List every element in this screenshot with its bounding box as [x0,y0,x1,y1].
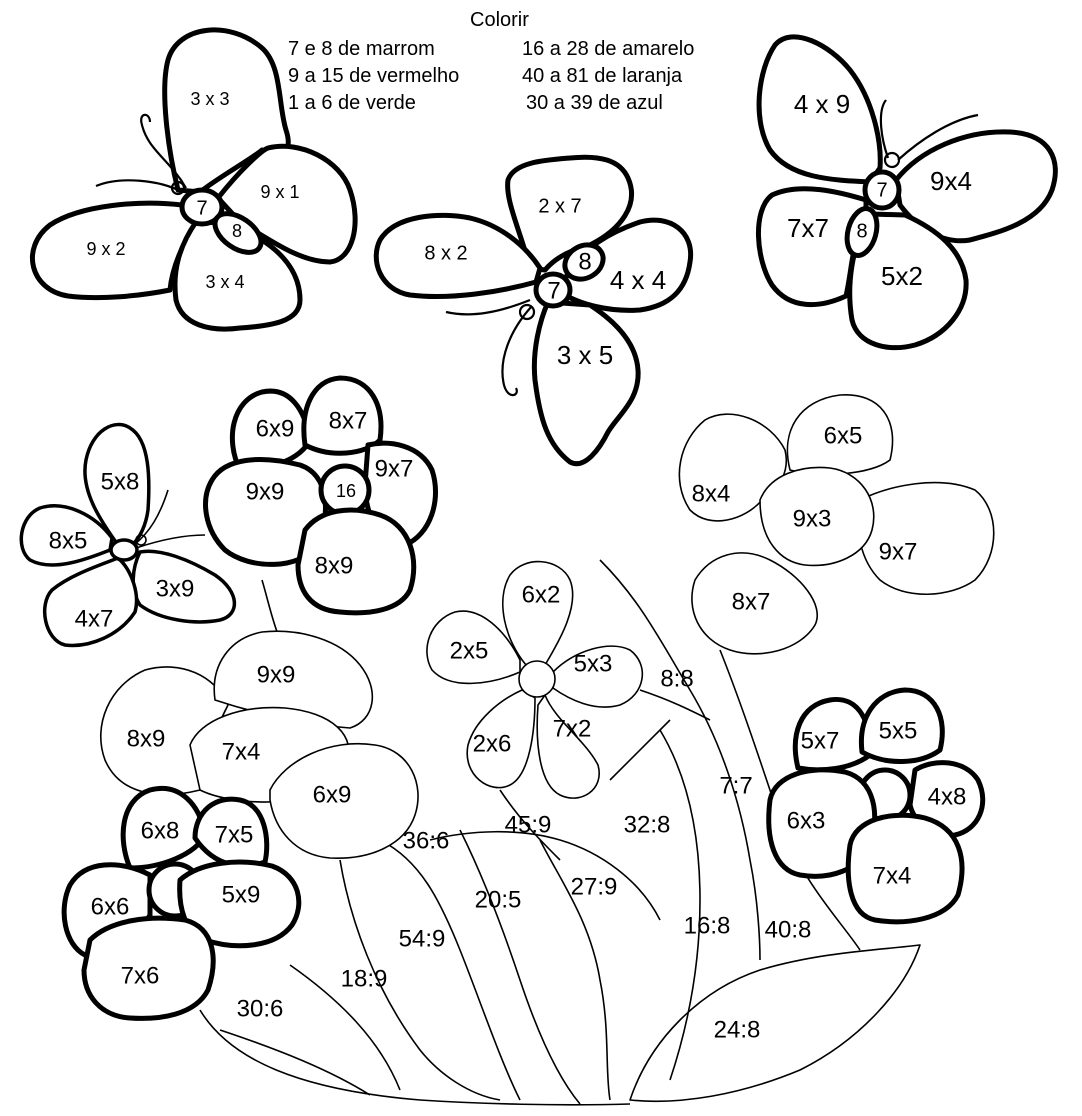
butterfly-2-left-label: 8 x 2 [424,242,468,265]
butterfly-1-bottom-label: 3 x 4 [205,271,245,292]
butterfly-4-body[interactable] [111,540,137,560]
flower-a-petal-3-label: 9x9 [245,478,285,506]
flower-a-petal-2-label: 8x7 [328,407,368,435]
flower-c-petal-5-label: 7x2 [552,715,592,743]
butterfly-1-top-label: 3 x 3 [190,88,230,109]
flower-e-petal-1-label: 6x8 [140,817,180,845]
flower-f [769,690,983,922]
flower-d-petal-3-label: 7x4 [221,738,261,766]
flower-c-petal-3-label: 5x3 [573,650,613,678]
flower-c-petal-1-label: 6x2 [521,581,561,609]
flower-f-petal-4-label: 6x3 [786,807,826,835]
leaf-label-3[interactable]: 36:6 [402,827,450,855]
flower-c [427,562,642,799]
butterfly-3 [758,37,1055,348]
legend-left-1: 7 e 8 de marrom [288,38,435,60]
flower-a-petal-5-label: 8x9 [314,552,354,580]
butterfly-1-body-label: 8 [231,220,243,241]
leaf-label-6[interactable]: 20:5 [474,886,522,914]
butterfly-3-body-label: 8 [856,220,868,243]
flower-e-petal-2-label: 7x5 [214,821,254,849]
butterfly-4 [21,425,234,646]
leaf-label-8[interactable]: 54:9 [398,925,446,953]
flower-f-petal-1-label: 5x7 [800,727,840,755]
leaf-label-5[interactable]: 32:8 [623,811,671,839]
leaf-label-1[interactable]: 8:8 [660,665,694,693]
leaf-label-2[interactable]: 7:7 [719,772,753,800]
butterfly-3-head-label: 7 [876,179,888,202]
butterfly-2-bottom-label: 3 x 5 [556,339,614,370]
butterfly-2-head-label: 7 [547,277,561,305]
butterfly-1-left-label: 9 x 2 [86,238,126,259]
leaf-label-9[interactable]: 16:8 [683,912,731,940]
flower-f-petal-2-label: 5x5 [878,717,918,745]
flower-b-petal-2-label: 8x4 [691,480,731,508]
flower-a-center-label: 16 [335,480,357,501]
leaf-label-4[interactable]: 45:9 [504,811,552,839]
flower-c-petal-5[interactable] [537,695,599,798]
butterfly-2-bottom-wing[interactable] [534,302,638,464]
butterfly-3-bottom-label: 5x2 [881,260,923,291]
leaf-label-10[interactable]: 40:8 [764,916,812,944]
legend-right-3: 30 a 39 de azul [526,92,663,114]
butterfly-1 [32,30,355,329]
flower-d-petal-4-label: 6x9 [312,781,352,809]
flower-f-petal-5-label: 7x4 [872,862,912,890]
flower-c-petal-4-label: 2x6 [472,730,512,758]
butterfly-3-top-left-label: 4 x 9 [793,88,851,119]
legend-right-1: 16 a 28 de amarelo [522,38,695,60]
coloring-title: Colorir [470,9,529,31]
flower-c-petal-2-label: 2x5 [449,637,489,665]
butterfly-2-body-label: 8 [578,248,592,276]
flower-f-petal-3-label: 4x8 [927,783,967,811]
leaf-bottom-right[interactable] [630,945,920,1101]
butterfly-1-right-label: 9 x 1 [260,181,300,202]
butterfly-1-head-label: 7 [196,197,208,220]
butterfly-2-top-label: 2 x 7 [538,195,582,218]
flower-e-petal-3-label: 6x6 [90,893,130,921]
flower-b-petal-5-label: 8x7 [731,588,771,616]
leaf-label-11[interactable]: 18:9 [340,965,388,993]
butterfly-2-right-label: 4 x 4 [609,264,667,295]
butterfly-3-right-label: 9x4 [930,165,972,196]
flower-a-petal-1-label: 6x9 [255,415,295,443]
flower-e-petal-4-label: 5x9 [221,881,261,909]
butterfly-4-bottom-label: 4x7 [74,605,114,633]
flower-a-petal-4-label: 9x7 [374,455,414,483]
butterfly-4-top-label: 5x8 [100,468,140,496]
butterfly-4-right-label: 3x9 [155,575,195,603]
butterfly-4-left-label: 8x5 [48,527,88,555]
butterfly-2 [376,157,690,464]
legend-left-3: 1 a 6 de verde [288,92,416,114]
flower-b-petal-1-label: 6x5 [823,422,863,450]
leaf-label-13[interactable]: 24:8 [713,1016,761,1044]
flower-e-petal-5-label: 7x6 [120,962,160,990]
flower-c-center[interactable] [519,661,555,697]
butterfly-3-left-label: 7x7 [787,212,829,243]
flower-b [679,395,993,654]
flower-b-petal-3-label: 9x3 [792,505,832,533]
flower-a [206,378,436,613]
flower-d-petal-1-label: 9x9 [256,661,296,689]
legend-right-2: 40 a 81 de laranja [522,65,683,87]
leaf-label-12[interactable]: 30:6 [236,995,284,1023]
flower-e [64,788,299,1018]
flower-d-petal-2-label: 8x9 [126,725,166,753]
flower-b-petal-4-label: 9x7 [878,538,918,566]
leaf-label-7[interactable]: 27:9 [570,873,618,901]
legend-left-2: 9 a 15 de vermelho [288,65,460,87]
